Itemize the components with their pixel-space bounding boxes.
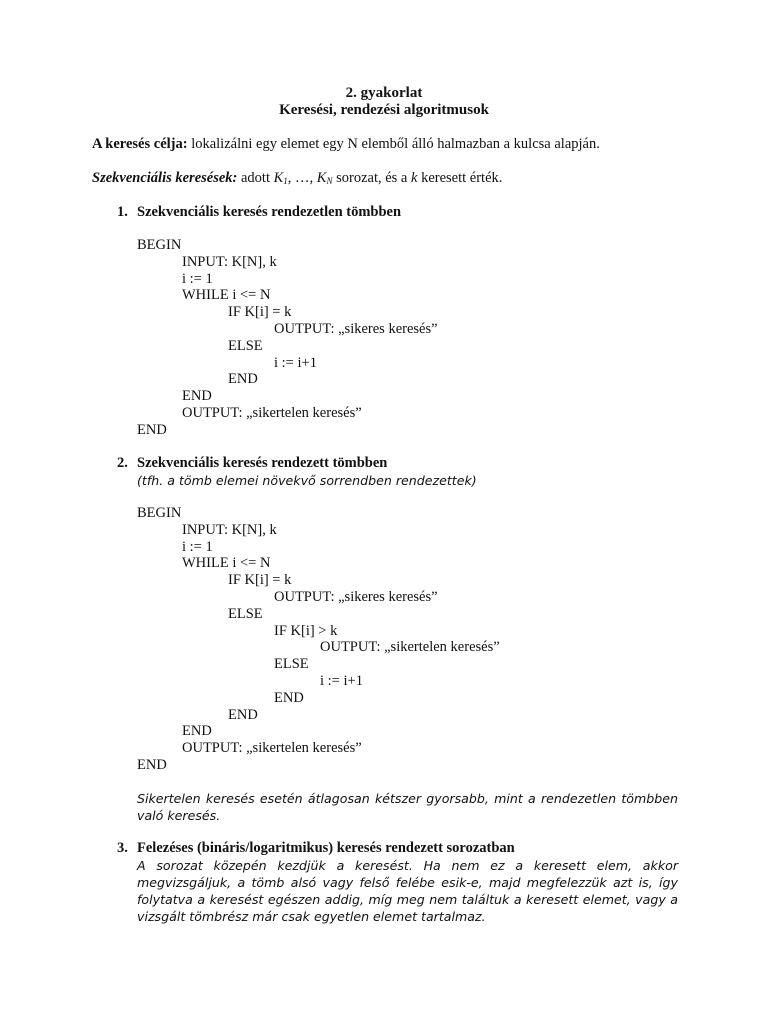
code-line: ELSE: [228, 337, 263, 354]
code-line: OUTPUT: „sikertelen keresés”: [182, 740, 362, 757]
code-line: END: [274, 689, 304, 706]
code-line: END: [182, 388, 212, 405]
code-line: ELSE: [228, 605, 263, 622]
section-2-subtitle: (tfh. a tömb elemei növekvő sorrendben rendezettek): [137, 473, 477, 488]
code-line: i := 1: [182, 270, 213, 287]
doc-title-line1: 2. gyakorlat: [345, 85, 423, 101]
seq-text-2: sorozat, és a: [332, 170, 411, 186]
code-line: IF K[i] = k: [228, 304, 292, 321]
code-line: IF K[i] > k: [274, 622, 338, 639]
seq-text-3: keresett érték.: [417, 170, 503, 186]
section-2-heading: [117, 455, 387, 472]
seq-kn: K: [316, 170, 327, 186]
code-line: OUTPUT: „sikertelen keresés”: [182, 405, 362, 421]
code-line: i := i+1: [320, 673, 363, 689]
code-line: ELSE: [274, 656, 309, 673]
code-line: i := i+1: [274, 354, 317, 371]
seq-k1: K: [273, 170, 284, 186]
code-line: INPUT: K[N], k: [182, 521, 277, 538]
search-goal-paragraph: [92, 136, 600, 153]
code-line: OUTPUT: „sikeres keresés”: [274, 589, 438, 605]
section-1-title: Szekvenciális keresés rendezetlen tömbben: [137, 204, 402, 220]
section-3-title: Felezéses (bináris/logaritmikus) keresés rendezett sorozatban: [137, 840, 515, 856]
code-line: i := 1: [182, 538, 213, 555]
section-2-note: Sikertelen keresés esetén átlagosan kétszer gyorsabb, mint a rendezetlen tömbben való keresés.: [137, 791, 678, 823]
code-line: BEGIN: [137, 505, 182, 521]
doc-title-line2: Keresési, rendezési algoritmusok: [279, 102, 489, 118]
code-line: END: [137, 757, 167, 773]
code-line: BEGIN: [137, 237, 182, 253]
seq-dots: , …,: [287, 170, 317, 186]
code-line: IF K[i] = k: [228, 572, 292, 589]
code-line: WHILE i <= N: [182, 555, 271, 572]
seq-k-var: k: [411, 170, 418, 186]
code-line: END: [228, 371, 258, 388]
code-line: OUTPUT: „sikeres keresés”: [274, 321, 438, 337]
code-line: INPUT: K[N], k: [182, 253, 277, 270]
seq-sub-1: 1: [283, 176, 288, 186]
sequential-search-label: Szekvenciális keresések:: [92, 170, 238, 186]
section-2-title: Szekvenciális keresés rendezett tömbben: [137, 455, 388, 471]
code-line: END: [228, 706, 258, 723]
code-line: END: [182, 723, 212, 740]
section-2-number: 2.: [117, 455, 128, 471]
code-line: END: [137, 421, 167, 438]
section-1-number: 1.: [117, 204, 128, 220]
section-3-body: A sorozat közepén kezdjük a keresést. Ha nem ez a keresett elem, akkor megvizsgáljuk, a tömb alsó vagy felső felébe esik-e, majd megfelezzük azt is, így folytatva a keresést egészen addig, míg meg nem találtuk a keresett elemet, vagy a vizsgált tömbrész már csak egyetlen elemet tartalmaz.: [137, 858, 678, 924]
section-3-number: 3.: [117, 840, 128, 856]
section-1-heading: [117, 204, 401, 221]
code-line: WHILE i <= N: [182, 287, 271, 304]
seq-sub-n: N: [326, 176, 333, 186]
code-line: OUTPUT: „sikertelen keresés”: [320, 639, 500, 656]
search-goal-label: A keresés célja:: [92, 136, 188, 152]
search-goal-text: lokalizálni egy elemet egy N elemből álló halmazban a kulcsa alapján.: [187, 136, 600, 152]
section-3-heading: [117, 840, 515, 857]
sequential-search-paragraph: [92, 170, 502, 187]
seq-text-1: adott: [237, 170, 274, 186]
